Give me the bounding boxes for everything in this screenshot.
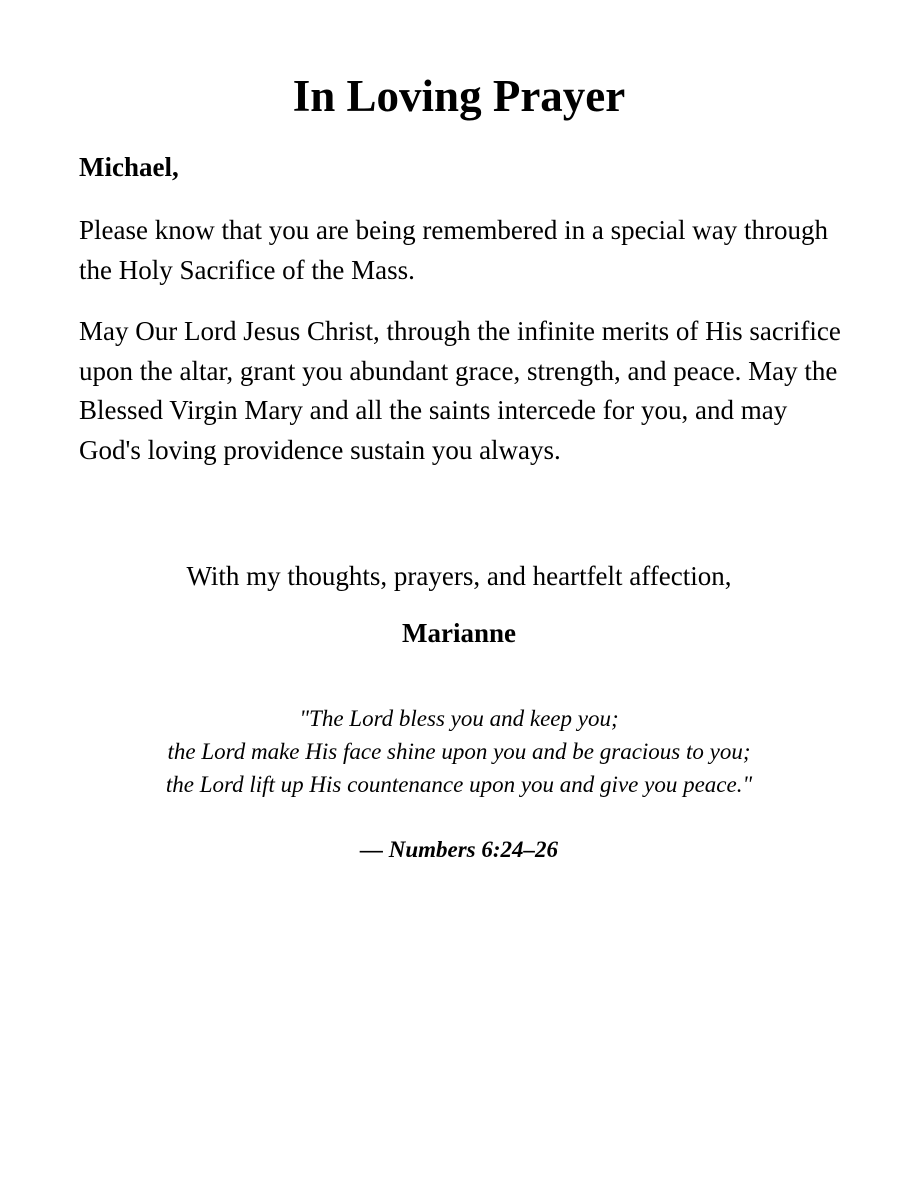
verse-line-2: the Lord make His face shine upon you and be gracious to you; <box>167 739 751 764</box>
scripture-verse <box>0 702 918 801</box>
closing-line: With my thoughts, prayers, and heartfelt affection, <box>186 561 732 591</box>
body-paragraph-2: May Our Lord Jesus Christ, through the infinite merits of His sacrifice upon the altar, grant you abundant grace, strength, and peace. May the Blessed Virgin Mary and all the saints intercede for you, and may God's loving providence sustain you always. <box>79 316 841 465</box>
verse-line-1: "The Lord bless you and keep you; <box>299 706 619 731</box>
body-paragraph-1: Please know that you are being remembered in a special way through the Holy Sacrifice of the Mass. <box>79 215 828 285</box>
salutation: Michael, <box>79 152 179 182</box>
signature-name: Marianne <box>402 618 516 648</box>
verse-line-3: the Lord lift up His countenance upon you and give you peace." <box>165 772 753 797</box>
page-title: In Loving Prayer <box>292 71 626 121</box>
scripture-citation: — Numbers 6:24–26 <box>359 837 559 862</box>
